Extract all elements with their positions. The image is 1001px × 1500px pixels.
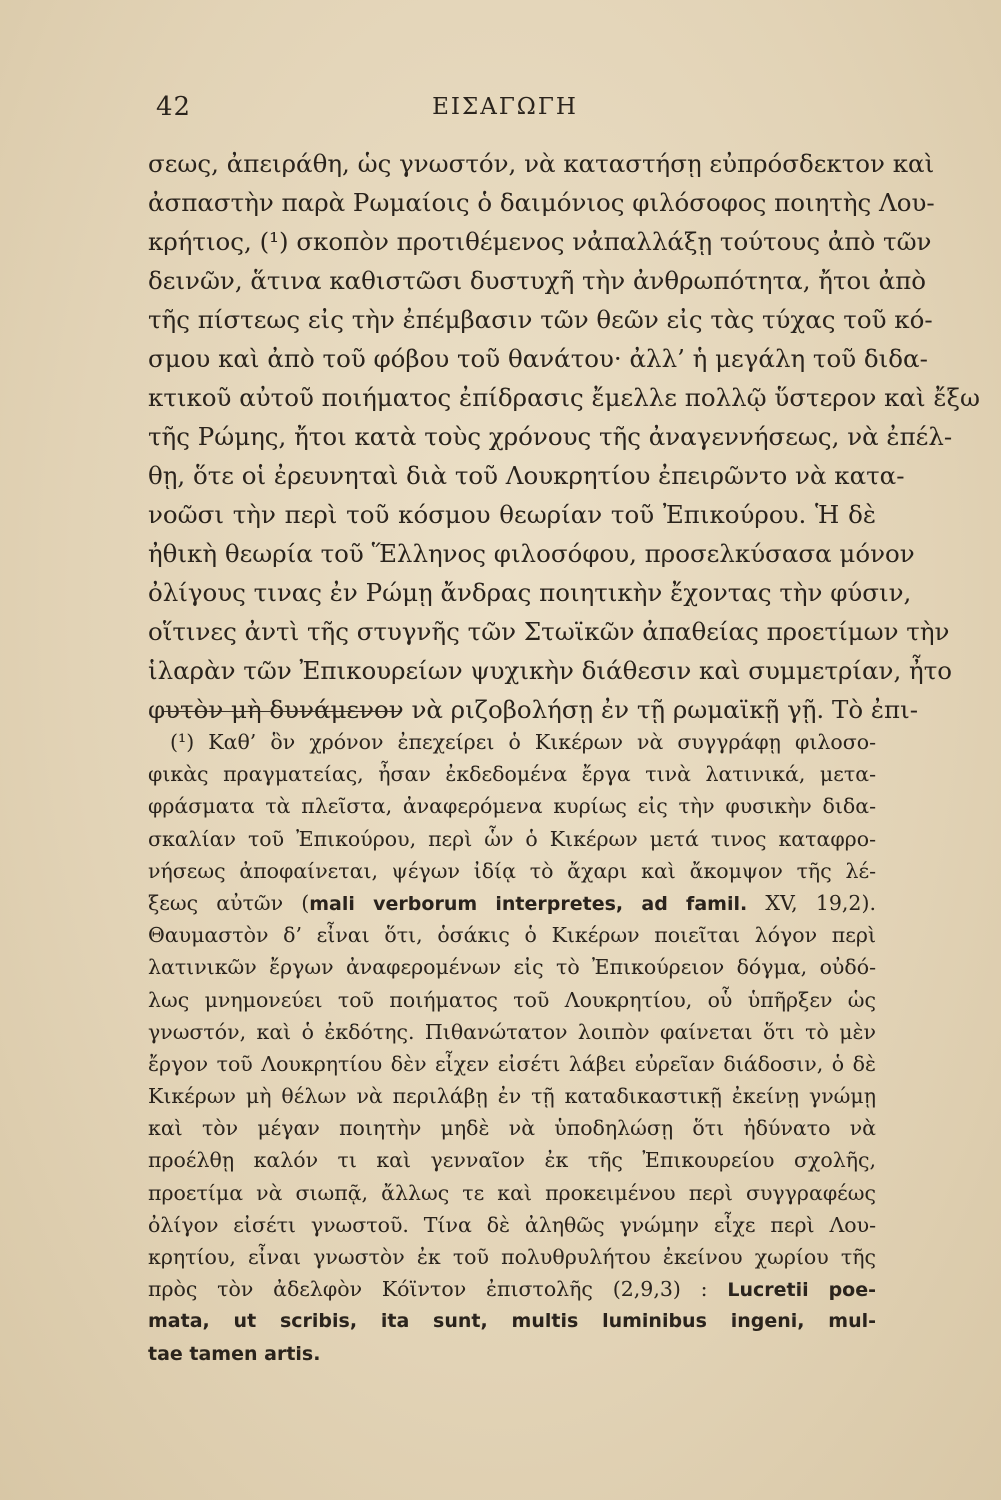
body-line: σμου καὶ ἀπὸ τοῦ φόβου τοῦ θανάτου· ἀλλ’ ἡ μεγάλη τοῦ διδα- [148, 344, 928, 373]
citation-reference: XV, 19,2). [747, 890, 876, 915]
footnote-line: προετίμα νὰ σιωπᾷ, ἄλλως τε καὶ προκειμένου περὶ συγγραφέως [148, 1180, 876, 1205]
footnote [148, 726, 876, 1370]
body-line: ἀσπαστὴν παρὰ Ρωμαίοις ὁ δαιμόνιος φιλόσοφος ποιητὴς Λου- [148, 188, 935, 217]
footnote-line: φράσματα τὰ πλεῖστα, ἀναφερόμενα κυρίως εἰς τὴν φυσικὴν διδα- [148, 794, 876, 819]
body-line: σεως, ἀπειράθη, ὡς γνωστόν, νὰ καταστήσῃ εὐπρόσδεκτον καὶ [148, 149, 935, 178]
body-line: ὀλίγους τινας ἐν Ρώμῃ ἄνδρας ποιητικὴν ἔχοντας τὴν φύσιν, [148, 578, 912, 607]
footnote-line: νήσεως ἀποφαίνεται, ψέγων ἰδίᾳ τὸ ἄχαρι καὶ ἄκομψον τῆς λέ- [148, 858, 876, 883]
footnote-line: σκαλίαν τοῦ Ἐπικούρου, περὶ ὧν ὁ Κικέρων μετά τινος καταφρο- [148, 826, 876, 851]
footnote-greek-text: πρὸς τὸν ἀδελφὸν Κόϊντον ἐπιστολῆς (2,9,3) : [148, 1277, 728, 1302]
footnote-line: κρητίου, εἶναι γνωστὸν ἐκ τοῦ πολυθρυλήτου ἐκείνου χωρίου τῆς [148, 1245, 876, 1269]
footnote-line: Κικέρων μὴ θέλων νὰ περιλάβῃ ἐν τῇ καταδικαστικῇ ἐκείνῃ γνώμῃ [148, 1084, 876, 1109]
latin-quotation: mali verborum interpretes, ad famil. [309, 892, 748, 915]
page-header [140, 92, 870, 126]
page-number: 42 [156, 92, 192, 122]
body-line: φυτὸν μὴ δυνάμενον νὰ ριζοβολήσῃ ἐν τῇ ρωμαϊκῇ γῇ. Τὸ ἐπι- [148, 695, 919, 724]
body-line: κτικοῦ αὐτοῦ ποιήματος ἐπίδρασις ἔμελλε πολλῷ ὕστερον καὶ ἔξω [148, 383, 980, 412]
footnote-greek-text: ξεως αὐτῶν ( [148, 890, 310, 915]
footnote-line: λως μνημονεύει τοῦ ποιήματος τοῦ Λουκρητίου, οὗ ὑπῆρξεν ὡς [148, 987, 876, 1012]
footnote-line: ὀλίγον εἰσέτι γνωστοῦ. Τίνα δὲ ἀληθῶς γνώμην εἶχε περὶ Λου- [148, 1212, 876, 1237]
footnote-line: καὶ τὸν μέγαν ποιητὴν μηδὲ νὰ ὑποδηλώσῃ ὅτι ἠδύνατο νὰ [148, 1116, 876, 1141]
body-line: τῆς πίστεως εἰς τὴν ἐπέμβασιν τῶν θεῶν εἰς τὰς τύχας τοῦ κό- [148, 305, 933, 334]
footnote-line: προέλθῃ καλόν τι καὶ γενναῖον ἐκ τῆς Ἐπικουρείου σχολῆς, [148, 1148, 876, 1173]
footnote-line: λατινικῶν ἔργων ἀναφερομένων εἰς τὸ Ἐπικούρειον δόγμα, οὐδό- [148, 955, 876, 980]
footnote-line [148, 887, 876, 919]
body-line: θῃ, ὅτε οἱ ἐρευνηταὶ διὰ τοῦ Λουκρητίου ἐπειρῶντο νὰ κατα- [148, 461, 905, 490]
body-line: κρήτιος, (¹) σκοπὸν προτιθέμενος νἀπαλλάξῃ τούτους ἀπὸ τῶν [148, 227, 932, 256]
footnote-line: ἔργον τοῦ Λουκρητίου δὲν εἶχεν εἰσέτι λάβει εὐρεῖαν διάδοσιν, ὁ δὲ [148, 1051, 876, 1076]
latin-quotation-line: tae tamen artis. [148, 1342, 321, 1365]
footnote-line: Θαυμαστὸν δ’ εἶναι ὅτι, ὁσάκις ὁ Κικέρων ποιεῖται λόγον περὶ [148, 923, 876, 948]
body-line: ἠθικὴ θεωρία τοῦ Ἕλληνος φιλοσόφου, προσελκύσασα μόνον [148, 539, 915, 568]
body-line: δεινῶν, ἅτινα καθιστῶσι δυστυχῆ τὴν ἀνθρωπότητα, ἤτοι ἀπὸ [148, 266, 927, 295]
footnote-line: γνωστόν, καὶ ὁ ἐκδότης. Πιθανώτατον λοιπὸν φαίνεται ὅτι τὸ μὲν [148, 1019, 876, 1044]
body-line: τῆς Ρώμης, ἤτοι κατὰ τοὺς χρόνους τῆς ἀναγεννήσεως, νὰ ἐπέλ- [148, 422, 953, 451]
main-text [148, 144, 980, 729]
footnote-separator [164, 711, 400, 712]
running-title: ΕΙΣΑΓΩΓΗ [432, 94, 578, 120]
latin-quotation-line: mata, ut scribis, ita sunt, multis luminibus ingeni, mul- [148, 1310, 876, 1333]
footnote-line: φικὰς πραγματείας, ἦσαν ἐκδεδομένα ἔργα τινὰ λατινικά, μετα- [148, 762, 876, 787]
footnote-line [148, 1273, 876, 1305]
latin-quotation: Lucretii poe- [727, 1279, 876, 1302]
footnote-line: (¹) Καθ’ ὃν χρόνον ἐπεχείρει ὁ Κικέρων νὰ συγγράφῃ φιλοσο- [170, 730, 876, 754]
body-line: οἵτινες ἀντὶ τῆς στυγνῆς τῶν Στωϊκῶν ἀπαθείας προετίμων τὴν [148, 617, 950, 646]
body-line: ἱλαρὰν τῶν Ἐπικουρείων ψυχικὴν διάθεσιν καὶ συμμετρίαν, ἦτο [148, 656, 953, 685]
body-line: νοῶσι τὴν περὶ τοῦ κόσμου θεωρίαν τοῦ Ἐπικούρου. Ἡ δὲ [148, 500, 876, 529]
